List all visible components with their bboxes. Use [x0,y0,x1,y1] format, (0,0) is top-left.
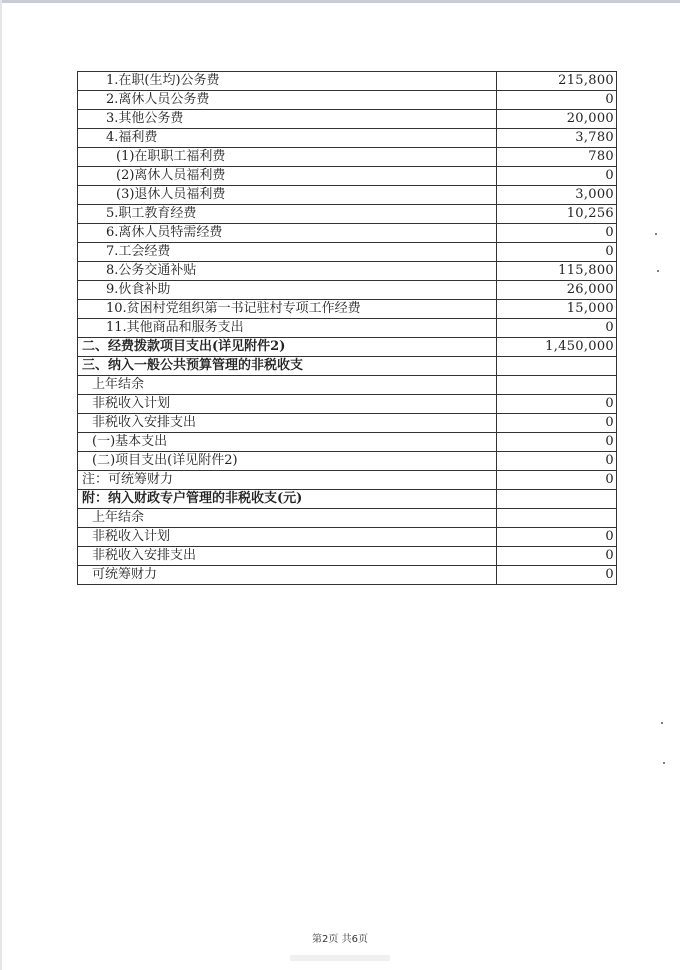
table-row [78,528,617,547]
row-label: 9.伙食补助 [78,281,497,300]
table-row [78,91,617,110]
budget-table [77,71,617,585]
row-label: 3.其他公务费 [78,110,497,129]
row-label: 非税收入安排支出 [78,547,497,566]
section-row [78,338,617,357]
row-value: 0 [497,528,617,547]
row-label: (1)在职职工福利费 [78,148,497,167]
section-heading: 二、经费拨款项目支出(详见附件2) [78,338,497,357]
row-value: 0 [497,547,617,566]
row-value: 0 [497,433,617,452]
row-value: 26,000 [497,281,617,300]
row-label: 7.工会经费 [78,243,497,262]
row-label: 10.贫困村党组织第一书记驻村专项工作经费 [78,300,497,319]
section-row [78,357,617,376]
scan-top-edge [0,0,680,3]
row-label: (2)离休人员福利费 [78,167,497,186]
section-heading: 三、纳入一般公共预算管理的非税收支 [78,357,497,376]
scan-speck [655,233,657,235]
row-value [497,357,617,376]
row-value: 20,000 [497,110,617,129]
table-row [78,509,617,528]
table-row [78,243,617,262]
row-value: 10,256 [497,205,617,224]
section-row [78,490,617,509]
table-row [78,148,617,167]
table-row [78,129,617,148]
table-row [78,262,617,281]
table-row [78,547,617,566]
row-value [497,509,617,528]
row-value [497,490,617,509]
row-value: 0 [497,319,617,338]
table-row [78,72,617,91]
row-label: 11.其他商品和服务支出 [78,319,497,338]
row-value: 0 [497,566,617,585]
table-row [78,281,617,300]
table-row [78,319,617,338]
table-row [78,224,617,243]
scan-speck [657,270,659,272]
table-row [78,300,617,319]
row-label: 8.公务交通补贴 [78,262,497,281]
row-label: 非税收入安排支出 [78,414,497,433]
table-row [78,471,617,490]
row-value: 15,000 [497,300,617,319]
row-label: 非税收入计划 [78,395,497,414]
row-value: 780 [497,148,617,167]
row-label: (一)基本支出 [78,433,497,452]
table-row [78,433,617,452]
table-row [78,566,617,585]
table-row [78,186,617,205]
row-value: 3,780 [497,129,617,148]
table-row [78,167,617,186]
row-label: 可统筹财力 [78,566,497,585]
row-value: 0 [497,471,617,490]
scan-smudge [290,955,390,961]
row-value: 0 [497,167,617,186]
row-label: (3)退休人员福利费 [78,186,497,205]
row-value: 0 [497,452,617,471]
section-heading: 附：纳入财政专户管理的非税收支(元) [78,490,497,509]
row-value: 0 [497,224,617,243]
row-value: 0 [497,243,617,262]
scan-left-edge [0,0,2,970]
row-value: 1,450,000 [497,338,617,357]
scan-speck [663,762,665,764]
row-label: 5.职工教育经费 [78,205,497,224]
row-value: 3,000 [497,186,617,205]
row-label: 2.离休人员公务费 [78,91,497,110]
row-label: 非税收入计划 [78,528,497,547]
scan-speck [661,722,663,724]
row-label: (二)项目支出(详见附件2) [78,452,497,471]
row-label: 上年结余 [78,509,497,528]
row-label: 4.福利费 [78,129,497,148]
row-value: 0 [497,91,617,110]
row-label: 6.离休人员特需经费 [78,224,497,243]
table-row [78,110,617,129]
row-value: 215,800 [497,72,617,91]
row-label: 上年结余 [78,376,497,395]
row-value: 0 [497,414,617,433]
row-label: 1.在职(生均)公务费 [78,72,497,91]
table-row [78,376,617,395]
table-row [78,205,617,224]
table-row [78,414,617,433]
row-value: 115,800 [497,262,617,281]
table-row [78,395,617,414]
row-value: 0 [497,395,617,414]
row-label: 注：可统筹财力 [78,471,497,490]
table-row [78,452,617,471]
page-number: 第2页 共6页 [312,934,368,945]
row-value [497,376,617,395]
